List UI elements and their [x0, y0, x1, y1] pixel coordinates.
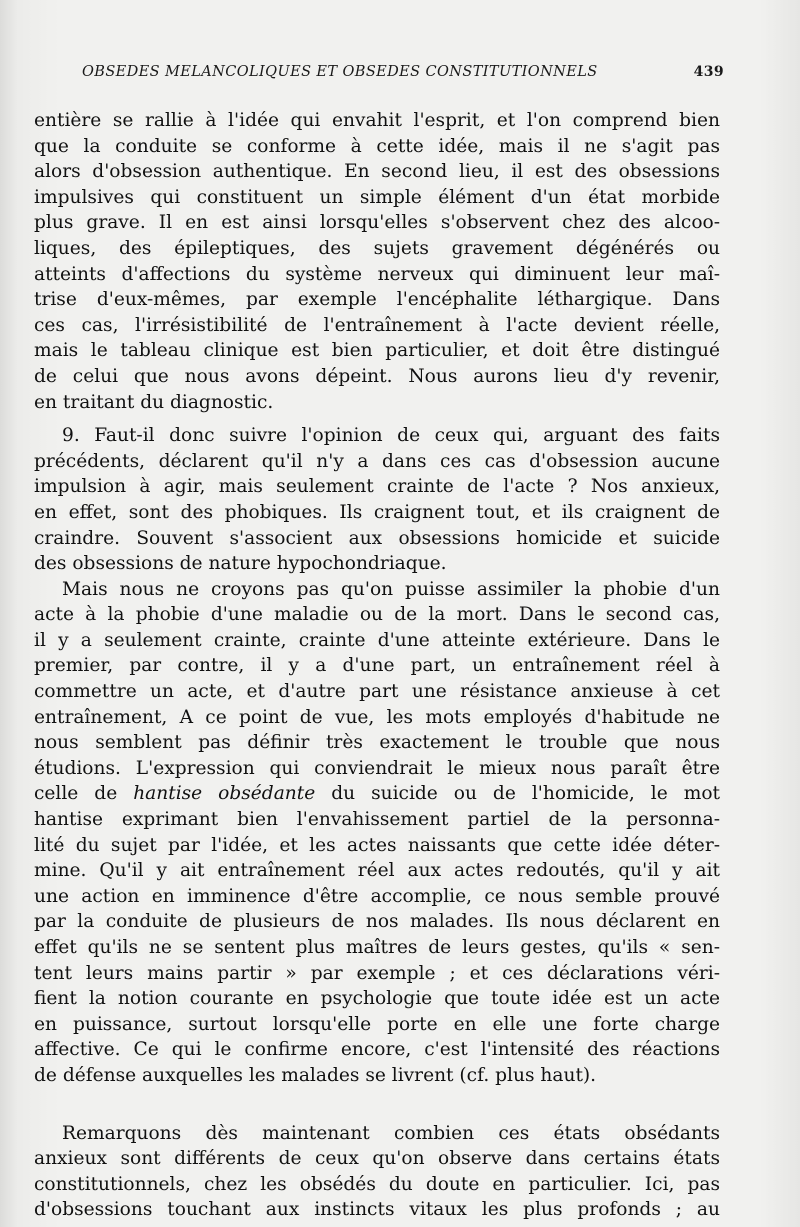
- text-line: constitutionnels, chez les obsédés du doute en particulier. Ici, pas: [34, 1173, 720, 1195]
- paragraph-2: [34, 423, 720, 577]
- text-line: mine. Qu'il y ait entraînement réel aux actes redoutés, qu'il y ait: [34, 860, 720, 882]
- text-line: fient la notion courante en psychologie que toute idée est un acte: [34, 988, 720, 1010]
- text-line: en traitant du diagnostic.: [34, 391, 274, 413]
- text-line: précédents, déclarent qu'il n'y a dans ces cas d'obsession aucune: [34, 450, 720, 472]
- text-line: de défense auxquelles les malades se livrent (cf. plus haut).: [34, 1064, 597, 1086]
- text-line: de celui que nous avons dépeint. Nous aurons lieu d'y revenir,: [34, 365, 720, 387]
- running-title: OBSEDES MELANCOLIQUES ET OBSEDES CONSTITUTIONNELS: [82, 64, 598, 80]
- text-line: d'obsessions touchant aux instincts vitaux les plus profonds ; au: [34, 1199, 720, 1221]
- text-line: liques, des épileptiques, des sujets gravement dégénérés ou: [34, 237, 720, 259]
- section-gap: [34, 1089, 720, 1121]
- text-line: ces cas, l'irrésistibilité de l'entraînement à l'acte devient réelle,: [34, 314, 720, 336]
- page-number: 439: [693, 64, 724, 80]
- text-line: que la conduite se conforme à cette idée, mais il ne s'agit pas: [34, 135, 720, 157]
- text-line: affective. Ce qui le confirme encore, c'est l'intensité des réactions: [34, 1039, 720, 1061]
- text-line: étudions. L'expression qui conviendrait le mieux nous paraît être: [34, 757, 720, 779]
- text-line: alors d'obsession authentique. En second lieu, il est des obsessions: [34, 161, 720, 183]
- running-header: [82, 64, 722, 86]
- text-line: 9. Faut-il donc suivre l'opinion de ceux qui, arguant des faits: [62, 425, 720, 447]
- text-line: trise d'eux-mêmes, par exemple l'encéphalite léthargique. Dans: [34, 289, 720, 311]
- paragraph-1: [34, 108, 720, 415]
- text-line: commettre un acte, et d'autre part une résistance anxieuse à cet: [34, 681, 720, 703]
- paragraph-gap: [34, 415, 720, 423]
- paragraph-4: [34, 1121, 720, 1223]
- text-line: tent leurs mains partir » par exemple ; et ces déclarations véri-: [34, 962, 720, 984]
- text-line: en puissance, surtout lorsqu'elle porte en elle une forte charge: [34, 1013, 720, 1035]
- text-line-with-italic: [34, 781, 720, 807]
- text-line: effet qu'ils ne se sentent plus maîtres de leurs gestes, qu'ils « sen-: [34, 937, 720, 958]
- text-line: il y a seulement crainte, crainte d'une atteinte extérieure. Dans le: [34, 629, 720, 651]
- text-line: mais le tableau clinique est bien particulier, et doit être distingué: [34, 340, 720, 362]
- text-line: Remarquons dès maintenant combien ces états obsédants: [62, 1122, 720, 1144]
- text-line: impulsives qui constituent un simple élément d'un état morbide: [34, 186, 720, 208]
- text-line: nous semblent pas définir très exactement le trouble que nous: [34, 732, 720, 754]
- paragraph-3: [34, 577, 720, 1089]
- text-line: entière se rallie à l'idée qui envahit l'esprit, et l'on comprend bien: [34, 110, 720, 131]
- text-line: craindre. Souvent s'associent aux obsessions homicide et suicide: [34, 527, 720, 549]
- text-line: anxieux sont différents de ceux qu'on observe dans certains états: [34, 1148, 720, 1170]
- text-segment: du suicide ou de l'homicide, le mot: [315, 783, 720, 805]
- text-line: une action en imminence d'être accomplie, ce nous semble prouvé: [34, 885, 720, 907]
- text-segment: celle de: [34, 783, 134, 805]
- text-line: atteints d'affections du système nerveux qui diminuent leur maî-: [34, 263, 720, 285]
- text-line: lité du sujet par l'idée, et les actes naissants que cette idée déter-: [34, 834, 720, 856]
- text-line: par la conduite de plusieurs de nos malades. Ils nous déclarent en: [34, 911, 720, 933]
- italic-term: hantise obsédante: [133, 783, 316, 805]
- text-line: entraînement, A ce point de vue, les mots employés d'habitude ne: [34, 706, 720, 728]
- text-line: Mais nous ne croyons pas qu'on puisse assimiler la phobie d'un: [62, 578, 720, 600]
- text-line: plus grave. Il en est ainsi lorsqu'elles s'observent chez des alcoo-: [34, 212, 720, 234]
- text-line: hantise exprimant bien l'envahissement partiel de la personna-: [34, 809, 720, 831]
- text-line: acte à la phobie d'une maladie ou de la mort. Dans le second cas,: [34, 604, 720, 626]
- text-line: premier, par contre, il y a d'une part, un entraînement réel à: [34, 655, 720, 677]
- text-line: impulsion à agir, mais seulement crainte de l'acte ? Nos anxieux,: [34, 476, 720, 498]
- body-text: [34, 108, 720, 1223]
- text-line: des obsessions de nature hypochondriaque.: [34, 553, 447, 575]
- text-line: en effet, sont des phobiques. Ils craignent tout, et ils craignent de: [34, 501, 720, 523]
